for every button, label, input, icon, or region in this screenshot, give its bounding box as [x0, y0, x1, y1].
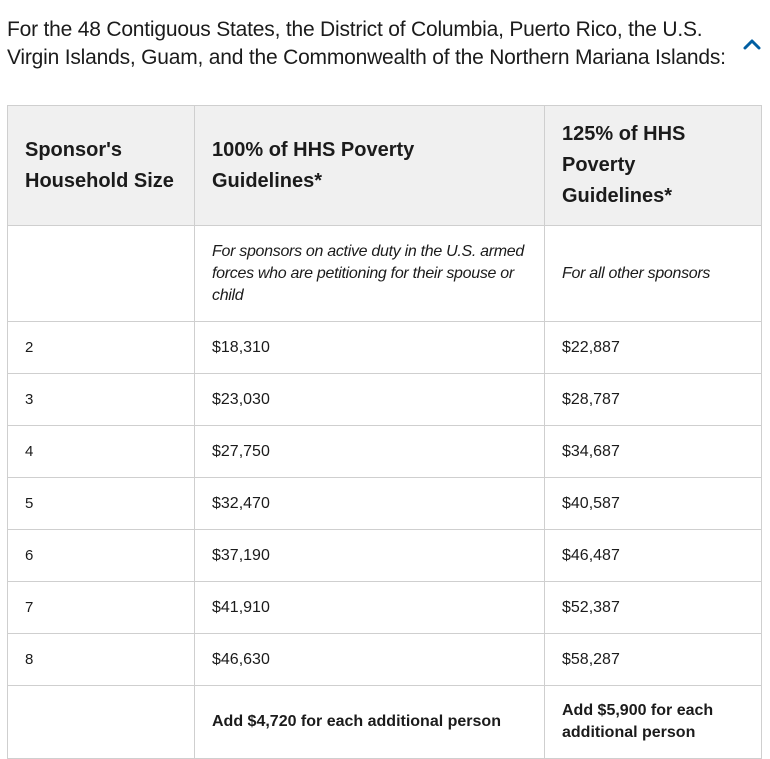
header-household-size: Sponsor's Household Size — [8, 106, 195, 226]
table-row — [8, 426, 762, 478]
household-size-cell: 2 — [8, 322, 195, 374]
table-row — [8, 530, 762, 582]
additional-hhs-100: Add $4,720 for each additional person — [195, 686, 545, 759]
accordion-heading[interactable] — [0, 0, 770, 100]
hhs-100-cell: $27,750 — [195, 426, 545, 478]
hhs-100-cell: $32,470 — [195, 478, 545, 530]
household-size-cell: 6 — [8, 530, 195, 582]
hhs-100-cell: $18,310 — [195, 322, 545, 374]
table-note-row — [8, 226, 762, 322]
poverty-guidelines-table — [7, 105, 762, 759]
table-row — [8, 374, 762, 426]
additional-hhs-125: Add $5,900 for each additional person — [545, 686, 762, 759]
household-size-cell: 4 — [8, 426, 195, 478]
household-size-cell: 7 — [8, 582, 195, 634]
additional-person-row — [8, 686, 762, 759]
household-size-cell: 3 — [8, 374, 195, 426]
hhs-125-cell: $34,687 — [545, 426, 762, 478]
header-hhs-100: 100% of HHS Poverty Guidelines* — [195, 106, 545, 226]
hhs-100-cell: $23,030 — [195, 374, 545, 426]
hhs-100-cell: $46,630 — [195, 634, 545, 686]
hhs-125-cell: $40,587 — [545, 478, 762, 530]
hhs-100-cell: $37,190 — [195, 530, 545, 582]
note-household-size — [8, 226, 195, 322]
collapse-button[interactable] — [738, 30, 766, 58]
table-row — [8, 478, 762, 530]
hhs-125-cell: $28,787 — [545, 374, 762, 426]
table-row — [8, 634, 762, 686]
household-size-cell: 5 — [8, 478, 195, 530]
hhs-125-cell: $22,887 — [545, 322, 762, 374]
additional-household-size — [8, 686, 195, 759]
household-size-cell: 8 — [8, 634, 195, 686]
header-hhs-125: 125% of HHS Poverty Guidelines* — [545, 106, 762, 226]
note-hhs-100: For sponsors on active duty in the U.S. armed forces who are petitioning for their spouse or child — [195, 226, 545, 322]
hhs-100-cell: $41,910 — [195, 582, 545, 634]
table-row — [8, 582, 762, 634]
table-row — [8, 322, 762, 374]
hhs-125-cell: $58,287 — [545, 634, 762, 686]
chevron-up-icon — [742, 37, 762, 51]
section-intro-text: For the 48 Contiguous States, the District of Columbia, Puerto Rico, the U.S. Virgin Islands, Guam, and the Commonwealth of the Northern Mariana Islands: — [7, 18, 726, 69]
hhs-125-cell: $46,487 — [545, 530, 762, 582]
table-header-row — [8, 106, 762, 226]
hhs-125-cell: $52,387 — [545, 582, 762, 634]
note-hhs-125: For all other sponsors — [545, 226, 762, 322]
